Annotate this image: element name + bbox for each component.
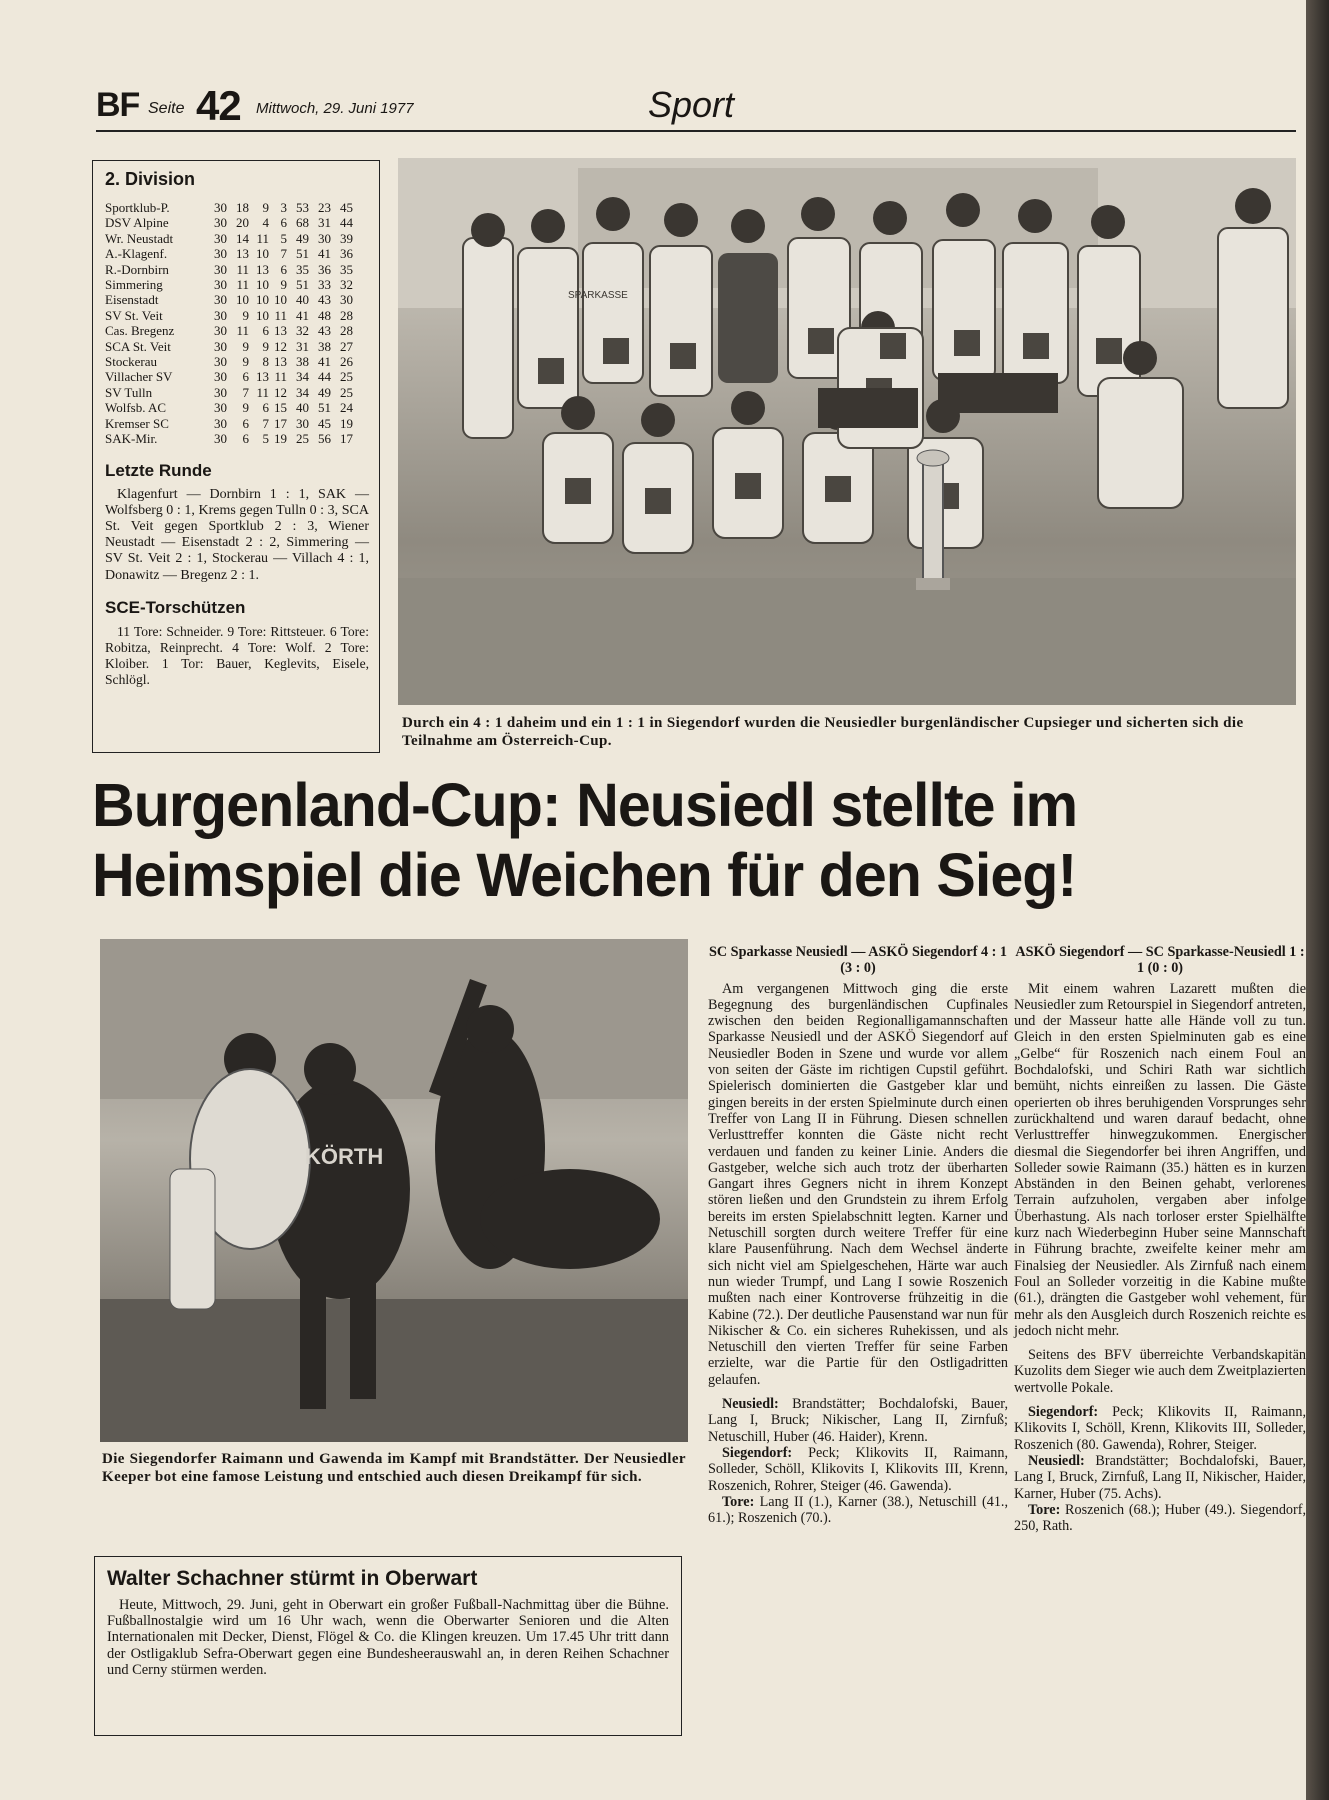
standings-team: SV Tulln [105, 384, 153, 400]
last-round-results: Klagenfurt — Dornbirn 1 : 1, SAK — Wolfsberg 0 : 1, Krems gegen Tulln 0 : 3, SCA St. Veit gegen Sportklub 2 : 3, Wiener Neustadt — Eisenstadt 2 : 2, Simmering — SV St. Veit 2 : 1, Stockerau — Villach 4 : 1, Donawitz — Bregenz 2 : 1. [105, 486, 369, 583]
masthead [96, 80, 1296, 132]
team-photo-illustration [398, 158, 1296, 705]
standings-team: Simmering [105, 277, 163, 293]
standings-cell: 5 [280, 230, 287, 246]
standings-cell: 13 [274, 354, 287, 370]
standings-cell: 27 [340, 338, 353, 354]
standings-cell: 30 [296, 415, 309, 431]
standings-cell: 11 [256, 384, 269, 400]
standings-cell: 19 [274, 431, 287, 447]
standings-row [105, 246, 369, 261]
standings-cell: 30 [318, 230, 331, 246]
scan-edge [1306, 0, 1329, 1800]
standings-cell: 38 [318, 338, 331, 354]
standings-cell: 25 [296, 431, 309, 447]
standings-row [105, 262, 369, 277]
headline-line-2: Heimspiel die Weichen für den Sieg! [92, 841, 1077, 909]
standings-cell: 56 [318, 431, 331, 447]
standings-cell: 7 [280, 246, 287, 262]
standings-table [105, 200, 369, 447]
standings-cell: 33 [318, 277, 331, 293]
standings-cell: 9 [242, 307, 249, 323]
standings-cell: 53 [296, 200, 309, 215]
match-photo [100, 939, 688, 1442]
standings-cell: 30 [214, 307, 227, 323]
scorers-title: SCE-Torschützen [105, 597, 246, 617]
standings-row [105, 385, 369, 400]
standings-cell: 30 [214, 292, 227, 308]
standings-team: Eisenstadt [105, 292, 159, 308]
team-photo-caption: Durch ein 4 : 1 daheim und ein 1 : 1 in Siegendorf wurden die Neusiedler burgenländischer Cupsieger und sicherten sich die Teilnahme am Österreich-Cup. [402, 715, 1244, 749]
standings-numbers [205, 323, 369, 338]
standings-cell: 6 [262, 400, 269, 416]
standings-cell: 9 [242, 400, 249, 416]
standings-cell: 6 [242, 415, 249, 431]
second-leg-trophy-note: Seitens des BFV überreichte Verbandskapitän Kuzolits dem Sieger wie auch dem Zweitplazierten wertvolle Pokale. [1014, 1347, 1306, 1396]
issue-date: Mittwoch, 29. Juni 1977 [256, 100, 414, 117]
standings-cell: 39 [340, 230, 353, 246]
standings-row [105, 200, 369, 215]
standings-team: SCA St. Veit [105, 338, 171, 354]
standings-cell: 6 [280, 215, 287, 231]
standings-cell: 68 [296, 215, 309, 231]
standings-cell: 6 [280, 261, 287, 277]
first-leg-siegendorf-lineup: Peck; Klikovits II, Raimann, Solleder, Schöll, Klikovits I, Klikovits III, Krenn, Roszenich, Rohrer, Steiger (46. Gawenda). [708, 1444, 1008, 1494]
standings-cell: 4 [262, 215, 269, 231]
article-first-leg [708, 944, 1008, 1526]
standings-cell: 45 [340, 200, 353, 215]
standings-cell: 9 [280, 277, 287, 293]
standings-cell: 7 [242, 384, 249, 400]
standings-cell: 31 [318, 215, 331, 231]
second-leg-siegendorf-label: Siegendorf: [1028, 1404, 1099, 1421]
main-headline [92, 770, 1266, 910]
first-leg-siegendorf-label: Siegendorf: [722, 1444, 793, 1461]
standings-cell: 10 [256, 292, 269, 308]
standings-cell: 9 [242, 338, 249, 354]
standings-team: Sportklub-P. [105, 200, 170, 215]
section-title: Sport [648, 84, 735, 125]
scorers-list: 11 Tore: Schneider. 9 Tore: Rittsteuer. 6 Tore: Robitza, Reinprecht. 4 Tore: Wolf. 2 Tore: Kloiber. 1 Tor: Bauer, Keglevits, Eisele, Schlögl. [105, 623, 369, 687]
second-leg-goals: Roszenich (68.); Huber (49.). Siegendorf, 250, Rath. [1014, 1501, 1306, 1535]
standings-cell: 43 [318, 292, 331, 308]
standings-numbers [205, 277, 369, 292]
standings-cell: 23 [318, 200, 331, 215]
second-leg-neusiedl-lineup: Brandstätter; Bochdalofski, Bauer, Lang I, Bruck, Zirnfuß, Lang II, Nikischer, Haider, Karner, Huber (75. Achs). [1014, 1452, 1306, 1502]
standings-cell: 20 [236, 215, 249, 231]
first-leg-goals-label: Tore: [722, 1493, 755, 1510]
standings-cell: 41 [318, 354, 331, 370]
standings-cell: 30 [214, 200, 227, 215]
standings-cell: 36 [340, 246, 353, 262]
standings-team: Villacher SV [105, 369, 173, 385]
standings-cell: 5 [262, 431, 269, 447]
standings-cell: 26 [340, 354, 353, 370]
standings-cell: 30 [214, 400, 227, 416]
standings-cell: 19 [340, 415, 353, 431]
standings-cell: 35 [296, 261, 309, 277]
standings-cell: 28 [340, 307, 353, 323]
team-photo [398, 158, 1296, 705]
standings-cell: 11 [274, 369, 287, 385]
standings-cell: 10 [236, 292, 249, 308]
standings-cell: 41 [296, 307, 309, 323]
standings-cell: 51 [296, 246, 309, 262]
standings-numbers [205, 200, 369, 215]
match-jersey-text: KÖRTH [305, 1144, 384, 1169]
standings-cell: 8 [262, 354, 269, 370]
standings-cell: 45 [318, 415, 331, 431]
second-leg-neusiedl-label: Neusiedl: [1028, 1452, 1085, 1469]
standings-cell: 3 [280, 200, 287, 215]
standings-cell: 11 [236, 277, 249, 293]
standings-cell: 9 [262, 200, 269, 215]
standings-cell: 12 [274, 384, 287, 400]
standings-cell: 34 [296, 384, 309, 400]
standings-cell: 17 [340, 431, 353, 447]
standings-team: Cas. Bregenz [105, 323, 175, 339]
standings-cell: 14 [236, 230, 249, 246]
standings-cell: 11 [274, 307, 287, 323]
standings-numbers [205, 231, 369, 246]
first-leg-body: Am vergangenen Mittwoch ging die erste Begegnung des burgenländischen Cupfinales zwischen den beiden Regionalligamannschaften Sparkasse Neusiedl und der ASKÖ Siegendorf auf Neusiedler Boden in Szene und wurde vor allem von seiten der Gäste im richtigen Cupstil geführt. Spielerisch dominierten die Gastgeber klar und gingen bereits in der ersten Spielminute durch einen Treffer von Lang II in Führung. Diesen schnellen Verlusttreffer konnten die Gäste nicht recht verdauen und fanden zu keiner Linie. Anders die Gastgeber, welche sich auch trotz der überharten Gangart ihres Gegners nicht in ihrem Konzept stören ließen und den Grundstein zu ihrem Erfolg bereits im ersten Spielabschnitt legten. Karner und Netuschill sorgten durch weitere Treffer für eine klare Pausenführung. Nach dem Wechsel änderte sich nicht viel am Spielgeschehen, Härte war auch nun wieder Trumpf, und Lang I sowie Roszenich mußten nach einer Kontroverse frühzeitig in die Kabine (72.). Der deutliche Pausenstand war nun für Nikischer & Co. ein sicheres Ruhekissen, und als Netuschill den vierten Treffer für seine Farben erzielte, war die Partie für den Ostligadritten gelaufen. [708, 980, 1008, 1388]
standings-cell: 18 [236, 200, 249, 215]
standings-cell: 12 [274, 338, 287, 354]
standings-cell: 13 [256, 261, 269, 277]
standings-cell: 36 [318, 261, 331, 277]
first-leg-neusiedl-label: Neusiedl: [722, 1396, 779, 1413]
standings-cell: 10 [256, 246, 269, 262]
standings-cell: 30 [214, 338, 227, 354]
standings-cell: 6 [242, 369, 249, 385]
standings-cell: 30 [214, 369, 227, 385]
standings-box [92, 160, 380, 753]
standings-cell: 10 [256, 277, 269, 293]
standings-row [105, 369, 369, 384]
first-leg-heading: SC Sparkasse Neusiedl — ASKÖ Siegendorf 4 : 1 (3 : 0) [709, 944, 1007, 977]
article-second-leg [1014, 944, 1306, 1534]
standings-row [105, 323, 369, 338]
standings-cell: 38 [296, 354, 309, 370]
standings-cell: 9 [242, 354, 249, 370]
last-round-title: Letzte Runde [105, 460, 212, 480]
standings-cell: 30 [214, 354, 227, 370]
standings-team: R.-Dornbirn [105, 261, 169, 277]
standings-numbers [205, 339, 369, 354]
standings-numbers [205, 369, 369, 384]
standings-cell: 35 [340, 261, 353, 277]
standings-cell: 10 [256, 307, 269, 323]
standings-cell: 28 [340, 323, 353, 339]
standings-numbers [205, 400, 369, 415]
standings-cell: 25 [340, 384, 353, 400]
standings-team: Kremser SC [105, 415, 169, 431]
standings-cell: 32 [296, 323, 309, 339]
standings-cell: 51 [296, 277, 309, 293]
brand-logo: BF [96, 86, 140, 124]
standings-cell: 51 [318, 400, 331, 416]
standings-cell: 30 [214, 215, 227, 231]
standings-cell: 30 [214, 261, 227, 277]
standings-row [105, 354, 369, 369]
page-number: 42 [196, 82, 241, 129]
standings-numbers [205, 431, 369, 446]
standings-cell: 32 [340, 277, 353, 293]
standings-team: DSV Alpine [105, 215, 169, 231]
standings-cell: 30 [214, 431, 227, 447]
standings-cell: 11 [236, 323, 249, 339]
standings-numbers [205, 246, 369, 261]
standings-numbers [205, 416, 369, 431]
standings-row [105, 339, 369, 354]
first-leg-goals: Lang II (1.), Karner (38.), Netuschill (41., 61.); Roszenich (70.). [708, 1493, 1009, 1527]
standings-cell: 11 [256, 230, 269, 246]
second-leg-goals-label: Tore: [1028, 1501, 1061, 1518]
standings-cell: 40 [296, 292, 309, 308]
standings-row [105, 215, 369, 230]
oberwart-infobox [94, 1556, 682, 1736]
standings-row [105, 277, 369, 292]
standings-numbers [205, 292, 369, 307]
standings-cell: 41 [318, 246, 331, 262]
standings-cell: 13 [236, 246, 249, 262]
match-photo-caption: Die Siegendorfer Raimann und Gawenda im Kampf mit Brandstätter. Der Neusiedler Keeper bot eine famose Leistung und entschied auch diesen Dreikampf für sich. [102, 1451, 686, 1485]
standings-cell: 10 [274, 292, 287, 308]
match-photo-illustration [100, 939, 688, 1442]
standings-team: A.-Klagenf. [105, 246, 168, 262]
standings-cell: 30 [214, 384, 227, 400]
standings-cell: 44 [318, 369, 331, 385]
standings-cell: 44 [340, 215, 353, 231]
standings-cell: 6 [262, 323, 269, 339]
standings-cell: 11 [236, 261, 249, 277]
standings-title: 2. Division [105, 169, 196, 189]
standings-row [105, 308, 369, 323]
standings-cell: 30 [214, 415, 227, 431]
standings-row [105, 231, 369, 246]
standings-cell: 15 [274, 400, 287, 416]
standings-cell: 30 [214, 323, 227, 339]
standings-row [105, 292, 369, 307]
standings-team: SAK-Mir. [105, 431, 158, 447]
second-leg-body: Mit einem wahren Lazarett mußten die Neusiedler zum Retourspiel in Siegendorf antreten, und der Masseur hatte alle Hände voll zu tun. Gleich in den ersten Spielminuten gab es eine „Gelbe“ für Roszenich nach einem Foul an Bochdalofski, und Schiri Rath war sichtlich bemüht, nichts einreißen zu lassen. Die Gäste operierten ob ihres beruhigenden Vorsprunges sehr zurückhaltend und waren darauf bedacht, ohne Verlusttreffer hinwegzukommen. Energischer diesmal die Siegendorfer bei ihren Angriffen, und Solleder sowie Raimann (35.) hätten es in kurzen Abständen in den Beinen gehabt, verlorenes Terrain aufzuholen, vergaben aber infolge Überhastung. Als nach torloser erster Spielhälfte kurz nach Wiederbeginn Huber seine Mannschaft in Führung brachte, zweifelte keiner mehr am Finalsieg der Neusiedler. Als Zirnfuß nach einem Foul an Solleder vorzeitig in die Kabine mußte (61.), drängten die Gastgeber wohl vehement, für mehr als den Ausgleich durch Roszenich reichte es jedoch nicht mehr. [1014, 980, 1306, 1339]
standings-cell: 43 [318, 323, 331, 339]
standings-cell: 30 [214, 246, 227, 262]
standings-team: Stockerau [105, 354, 157, 370]
standings-numbers [205, 215, 369, 230]
second-leg-siegendorf-lineup: Peck; Klikovits II, Raimann, Klikovits I, Schöll, Krenn, Klikovits III, Solleder, Roszenich (80. Gawenda), Rohrer, Steiger. [1014, 1404, 1306, 1453]
standings-cell: 13 [274, 323, 287, 339]
standings-cell: 30 [214, 230, 227, 246]
second-leg-heading: ASKÖ Siegendorf — SC Sparkasse-Neusiedl 1 : 1 (0 : 0) [1015, 944, 1305, 977]
standings-cell: 17 [274, 415, 287, 431]
standings-cell: 9 [262, 338, 269, 354]
standings-cell: 34 [296, 369, 309, 385]
page-label: Seite [148, 100, 185, 117]
standings-row [105, 431, 369, 446]
standings-cell: 49 [318, 384, 331, 400]
standings-cell: 48 [318, 307, 331, 323]
standings-cell: 24 [340, 400, 353, 416]
standings-row [105, 400, 369, 415]
standings-cell: 31 [296, 338, 309, 354]
standings-cell: 6 [242, 431, 249, 447]
standings-cell: 7 [262, 415, 269, 431]
standings-numbers [205, 262, 369, 277]
first-leg-neusiedl-lineup: Brandstätter; Bochdalofski, Bauer, Lang I, Bruck; Nikischer, Lang II, Zirnfuß; Netuschill, Huber (46. Haider), Krenn. [708, 1396, 1009, 1445]
standings-cell: 40 [296, 400, 309, 416]
standings-team: Wr. Neustadt [105, 230, 174, 246]
infobox-body: Heute, Mittwoch, 29. Juni, geht in Oberwart ein großer Fußball-Nachmittag über die Bühne. Fußballnostalgie wird um 16 Uhr wach, wenn die Oberwarter Senioren und die Alten Internationalen mit Decker, Dienst, Flögel & Co. die Klingen kreuzen. Um 17.45 Uhr tritt dann der Ostligaklub Sefra-Oberwart gegen eine Bundesheerauswahl an, in deren Reihen Schachner und Cerny stürmen werden. [107, 1597, 669, 1678]
standings-cell: 13 [256, 369, 269, 385]
standings-team: SV St. Veit [105, 307, 163, 323]
standings-cell: 30 [214, 277, 227, 293]
standings-cell: 25 [340, 369, 353, 385]
team-jersey-text: SPARKASSE [568, 290, 628, 301]
standings-numbers [205, 354, 369, 369]
standings-row [105, 416, 369, 431]
standings-cell: 30 [340, 292, 353, 308]
headline-line-1: Burgenland-Cup: Neusiedl stellte im [92, 771, 1078, 839]
infobox-title: Walter Schachner stürmt in Oberwart [107, 1567, 478, 1590]
standings-numbers [205, 308, 369, 323]
standings-team: Wolfsb. AC [105, 400, 167, 416]
standings-numbers [205, 385, 369, 400]
standings-cell: 49 [296, 230, 309, 246]
